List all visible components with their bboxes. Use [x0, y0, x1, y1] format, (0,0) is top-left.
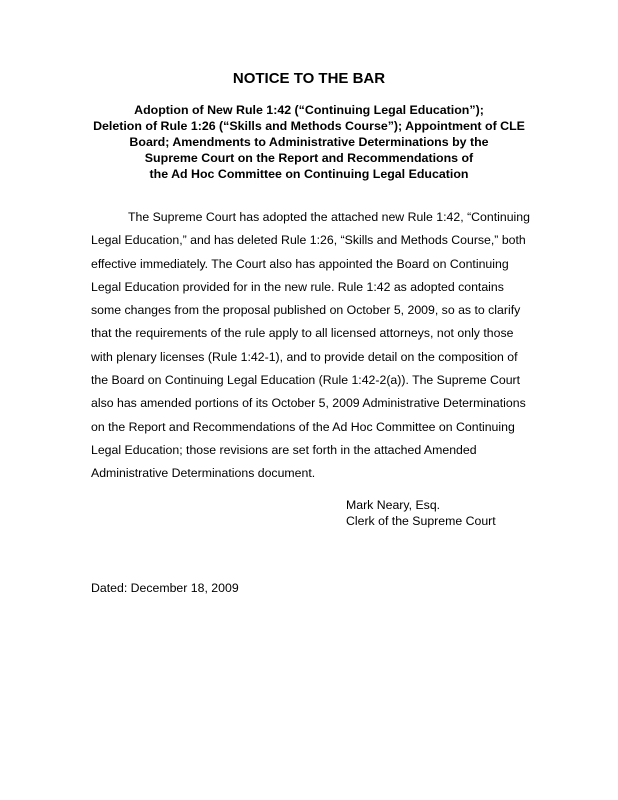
- subtitle-line: Board; Amendments to Administrative Determinations by the: [129, 135, 489, 149]
- body-line: also has amended portions of its October 5, 2009 Administrative Determinations: [91, 396, 526, 411]
- body-line: on the Report and Recommendations of the Ad Hoc Committee on Continuing: [91, 419, 515, 434]
- subtitle-line: Adoption of New Rule 1:42 (“Continuing Legal Education”);: [134, 103, 484, 117]
- notice-title: NOTICE TO THE BAR: [232, 70, 386, 87]
- signatory-name: Mark Neary, Esq.: [346, 498, 441, 512]
- body-line: with plenary licenses (Rule 1:42-1), and to provide detail on the composition of: [91, 349, 518, 364]
- notice-subtitle: [80, 102, 538, 182]
- subtitle-line: Supreme Court on the Report and Recommendations of: [144, 151, 474, 165]
- body-line: some changes from the proposal published on October 5, 2009, so as to clarify: [91, 303, 521, 318]
- body-line: that the requirements of the rule apply to all licensed attorneys, not only those: [91, 326, 514, 341]
- date-line: Dated: December 18, 2009: [91, 581, 239, 595]
- body-line: the Board on Continuing Legal Education (Rule 1:42-2(a)). The Supreme Court: [91, 373, 521, 388]
- signatory-position: Clerk of the Supreme Court: [346, 514, 496, 528]
- body-line: Administrative Determinations document.: [91, 466, 316, 481]
- signature-block: [346, 497, 496, 529]
- body-line: The Supreme Court has adopted the attached new Rule 1:42, “Continuing: [128, 210, 530, 224]
- subtitle-line: Deletion of Rule 1:26 (“Skills and Methods Course”); Appointment of CLE: [93, 119, 525, 133]
- body-line: Legal Education,” and has deleted Rule 1:26, “Skills and Methods Course,” both: [91, 233, 526, 248]
- body-line: effective immediately. The Court also has appointed the Board on Continuing: [91, 256, 509, 271]
- body-paragraph: [91, 206, 541, 486]
- body-line: Legal Education provided for in the new rule. Rule 1:42 as adopted contains: [91, 279, 504, 294]
- subtitle-line: the Ad Hoc Committee on Continuing Legal Education: [149, 167, 469, 181]
- body-line: Legal Education; those revisions are set forth in the attached Amended: [91, 442, 477, 457]
